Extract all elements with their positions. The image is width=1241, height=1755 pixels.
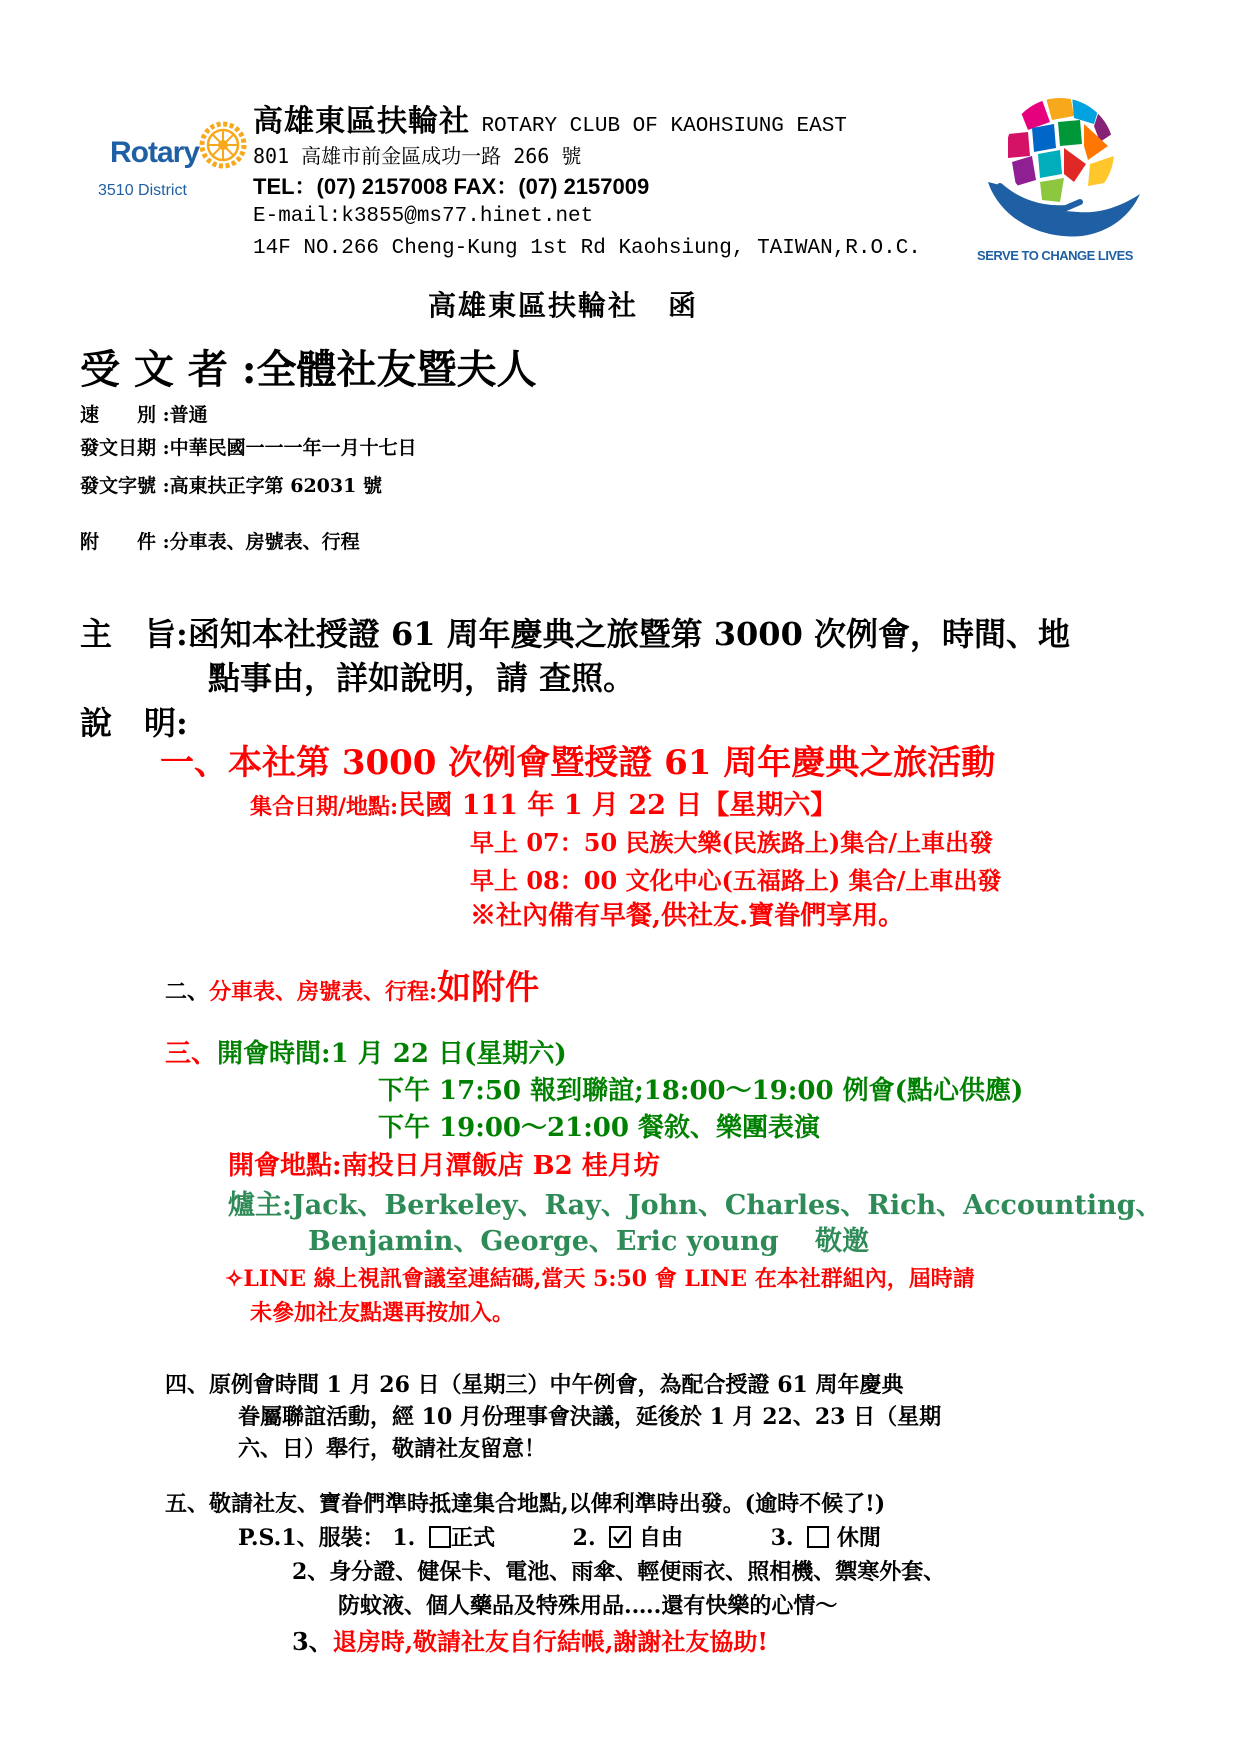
club-tel-fax: TEL：(07) 2157008 FAX：(07) 2157009 [253,174,650,199]
rotary-district-logo [98,112,238,212]
section1-line2: 早上 08：00 文化中心(五福路上) 集合/上車出發 [470,866,1002,895]
dress-option-2: 2. 自由 [572,1525,683,1551]
section5-item3 [292,1622,768,1657]
rotary-district-label: 3510 District [98,182,187,199]
dress-option-1: 1. 正式 [392,1525,495,1551]
section3-line-note2: 未參加社友點選再按加入。 [250,1300,515,1326]
section4-line2: 眷屬聯誼活動，經 10 月份理事會決議，延後於 1 月 22、23 日（星期 [238,1404,942,1430]
meta-date: 發文日期 :中華民國一一一年一月十七日 [80,437,417,459]
section5-dress-row [238,1521,881,1552]
dress-prefix: P.S.1、服裝： [238,1525,385,1551]
theme-slogan: SERVE TO CHANGE LIVES [977,248,1133,263]
section3-hosts-line1: 爐主:Jack、Berkeley、Ray、John、Charles、Rich、Accounting、 [228,1190,1163,1221]
section2-label: 分車表、房號表、行程: [209,979,438,1005]
meta-priority: 速 別 :普通 [80,404,208,426]
recipient: 受 文 者 :全體社友暨夫人 [80,346,537,393]
section5-item2-line2: 防蚊液、個人藥品及特殊用品.….還有快樂的心情～ [338,1593,838,1619]
checkbox-empty-icon [429,1526,451,1548]
section3-meeting-time-row [165,1033,567,1070]
checkbox-empty-icon [807,1526,829,1548]
subject-line-2: 點事由，詳如說明，請 查照。 [208,659,636,697]
meta-attachments: 附 件 :分車表、房號表、行程 [80,531,360,553]
section3-line-note1: ✧LINE 線上視訊會議室連結碼,當天 5:50 會 LINE 在本社群組內，屆時請 [225,1266,975,1292]
section4-line3: 六、日）舉行，敬請社友留意！ [238,1436,547,1462]
section2-prefix: 二、 [165,979,210,1005]
section2 [165,960,539,1009]
rotary-wheel-icon [198,120,248,170]
section1-line1: 早上 07：50 民族大樂(民族路上)集合/上車出發 [470,828,993,857]
section1-gather-date: 民國 111 年 1 月 22 日【星期六】 [398,790,838,821]
section3-prefix: 三、 [165,1039,218,1069]
rotary-logo-word: Rotary [110,136,200,169]
section1-gather-label: 集合日期/地點: [250,794,399,820]
section3-meeting-time: 開會時間:1 月 22 日(星期六) [217,1039,567,1069]
subject-line-1: 主 旨:函知本社授證 61 周年慶典之旅暨第 3000 次例會，時間、地 [80,615,1070,653]
club-name-en: ROTARY CLUB OF KAOHSIUNG EAST [481,115,847,138]
section3-hosts-line2: Benjamin、George、Eric young 敬邀 [308,1226,870,1257]
club-email: E-mail:k3855@ms77.hinet.net [253,205,594,228]
section5-line1: 五、敬請社友、寶眷們準時抵達集合地點,以俾利準時出發。(逾時不候了!) [165,1491,886,1517]
globe-hand-icon [960,90,1150,250]
document-title: 高雄東區扶輪社 函 [428,289,699,322]
dress-option-3: 3. 休閒 [770,1525,881,1551]
club-address-zh: 801 高雄市前金區成功一路 266 號 [253,144,582,168]
section4-line1: 四、原例會時間 1 月 26 日（星期三）中午例會，為配合授證 61 周年慶典 [165,1372,904,1398]
section3-schedule2: 下午 19:00～21:00 餐敘、樂團表演 [378,1113,821,1143]
section5-item3-num: 3、 [292,1627,333,1656]
club-name-zh: 高雄東區扶輪社 [253,104,470,139]
explain-label: 說 明: [80,704,188,742]
theme-logo [960,90,1150,270]
checkbox-checked-icon [609,1526,631,1548]
section1-heading: 一、本社第 3000 次例會暨授證 61 周年慶典之旅活動 [160,743,996,783]
club-address-en: 14F NO.266 Cheng-Kung 1st Rd Kaohsiung, TAIWAN,R.O.C. [253,237,921,260]
section3-schedule1: 下午 17:50 報到聯誼;18:00～19:00 例會(點心供應) [378,1076,1024,1106]
section5-item2-line1: 2、身分證、健保卡、電池、雨傘、輕便雨衣、照相機、禦寒外套、 [292,1559,946,1585]
club-name [253,96,847,140]
meta-doc-number: 發文字號 :高東扶正字第 62031 號 [80,475,382,497]
subject [80,612,1070,700]
section3-venue: 開會地點:南投日月潭飯店 B2 桂月坊 [228,1151,660,1181]
section2-value: 如附件 [437,968,540,1008]
section1-line3: ※社內備有早餐,供社友.寶眷們享用。 [470,901,905,931]
section5-item3-text: 退房時,敬請社友自行結帳,謝謝社友協助! [332,1627,768,1656]
section1-gather [250,783,837,822]
